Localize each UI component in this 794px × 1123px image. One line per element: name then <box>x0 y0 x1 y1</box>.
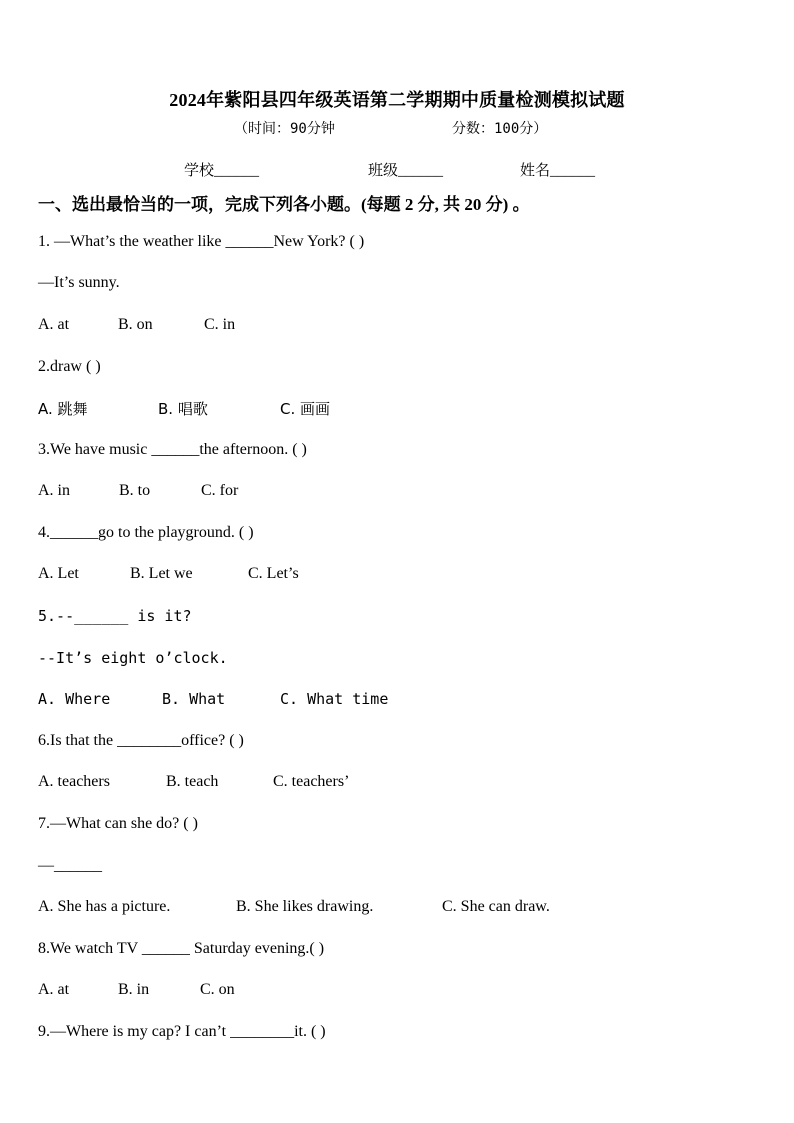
option-c: C. in <box>204 316 236 333</box>
option-a: A. She has a picture. <box>38 898 171 915</box>
question-stem: 3.We have music ______the afternoon. ( ) <box>38 441 307 458</box>
name-field: 姓名______ <box>520 163 596 179</box>
question-stem: 6.Is that the ________office? ( ) <box>38 732 244 749</box>
option-b: B. Let we <box>130 565 193 582</box>
question-stem: 7.—What can she do? ( ) <box>38 815 198 832</box>
option-a: A. at <box>38 316 70 333</box>
option-b: B. What <box>162 690 226 708</box>
option-c: C. on <box>200 981 235 998</box>
class-field: 班级______ <box>368 163 444 179</box>
question-stem: 9.—Where is my cap? I can’t ________it. ( ) <box>38 1023 326 1040</box>
option-a: A. 跳舞 <box>38 400 88 418</box>
question-stem: 1. —What’s the weather like ______New York? ( ) <box>38 233 365 250</box>
question-reply: --It’s eight o’clock. <box>38 649 228 667</box>
option-a: A. teachers <box>38 773 110 790</box>
question-reply: —______ <box>38 857 102 874</box>
section-heading: 一、选出最恰当的一项，完成下列各小题。(每题 2 分, 共 20 分) 。 <box>38 195 530 214</box>
option-b: B. teach <box>166 773 219 790</box>
option-c: C. What time <box>280 690 389 708</box>
option-c: C. 画画 <box>280 400 331 418</box>
option-a: A. at <box>38 981 70 998</box>
school-field: 学校______ <box>184 163 260 179</box>
option-c: C. She can draw. <box>442 898 550 915</box>
exam-score: 分数：100分） <box>452 121 548 137</box>
option-b: B. She likes drawing. <box>236 898 374 915</box>
option-b: B. 唱歌 <box>158 400 208 418</box>
question-stem: 5.--______ is it? <box>38 607 192 625</box>
option-b: B. on <box>118 316 153 333</box>
option-b: B. to <box>119 482 151 499</box>
option-a: A. in <box>38 482 70 499</box>
option-c: C. Let’s <box>248 565 299 582</box>
page-title: 2024年紫阳县四年级英语第二学期期中质量检测模拟试题 <box>169 90 625 110</box>
option-b: B. in <box>118 981 150 998</box>
option-c: C. teachers’ <box>273 773 350 790</box>
question-reply: —It’s sunny. <box>38 274 120 291</box>
option-a: A. Where <box>38 690 111 708</box>
exam-time: （时间：90分钟 <box>234 121 335 137</box>
question-stem: 2.draw ( ) <box>38 358 101 375</box>
question-stem: 4.______go to the playground. ( ) <box>38 524 254 541</box>
option-a: A. Let <box>38 565 79 582</box>
question-stem: 8.We watch TV ______ Saturday evening.( ) <box>38 940 325 957</box>
option-c: C. for <box>201 482 239 499</box>
